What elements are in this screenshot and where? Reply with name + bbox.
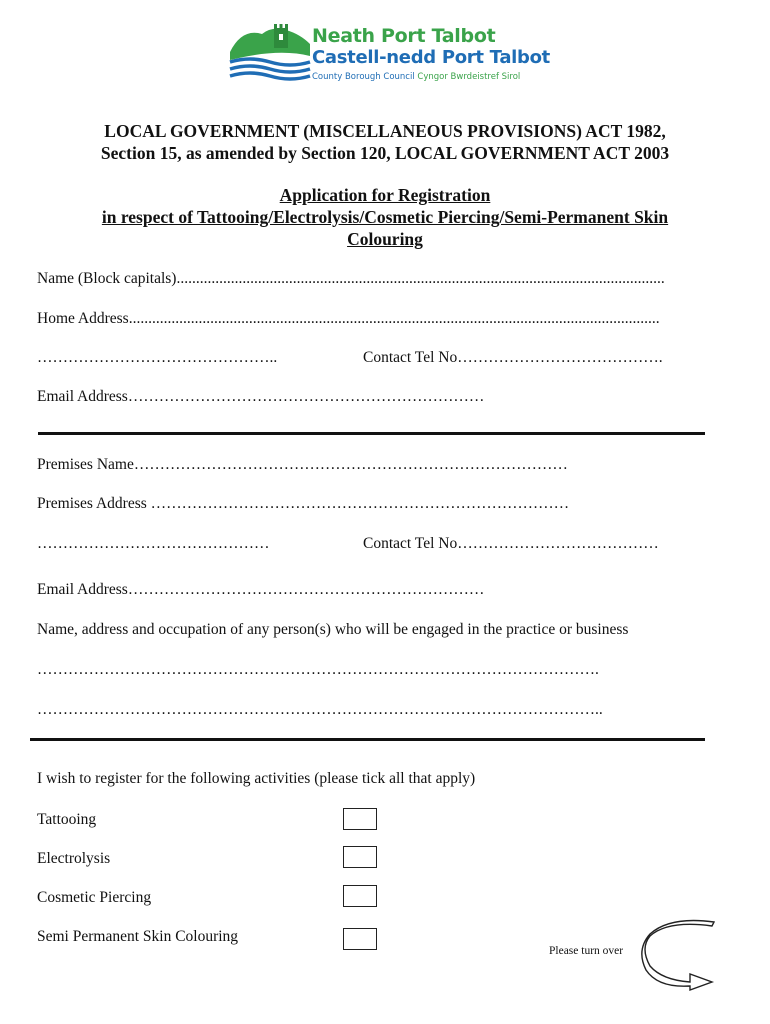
please-turn-over-note: Please turn over bbox=[549, 945, 624, 957]
logo-subtitle-cy: Cyngor Bwrdeistref Sirol bbox=[417, 72, 521, 82]
activity-label-tattooing: Tattooing bbox=[37, 811, 97, 828]
applicant-email-field[interactable]: Email Address…………………………………………………………… bbox=[37, 388, 485, 405]
activity-label-electrolysis: Electrolysis bbox=[37, 850, 111, 867]
premises-name-field[interactable]: Premises Name………………………………………………………………………… bbox=[37, 456, 568, 473]
act-heading bbox=[0, 120, 770, 164]
persons-engaged-field-1[interactable]: ………………………………………………………………………………………………. bbox=[37, 661, 599, 678]
application-heading bbox=[0, 184, 770, 250]
logo-title-cy: Castell-nedd Port Talbot bbox=[312, 47, 550, 68]
electrolysis-checkbox[interactable] bbox=[343, 846, 377, 868]
application-heading-line1: Application for Registration bbox=[279, 185, 491, 205]
application-heading-line2: in respect of Tattooing/Electrolysis/Cosmetic Piercing/Semi-Permanent Skin bbox=[101, 207, 669, 227]
logo-subtitle-en: County Borough Council bbox=[312, 72, 415, 82]
applicant-name-field[interactable]: Name (Block capitals).............................................................................................................................. bbox=[37, 270, 665, 287]
activity-label-cosmetic-piercing: Cosmetic Piercing bbox=[37, 889, 152, 906]
activities-intro: I wish to register for the following activities (please tick all that apply) bbox=[37, 770, 476, 787]
application-heading-line3: Colouring bbox=[347, 229, 423, 249]
home-address-continued-field[interactable]: ……………………………………….. bbox=[37, 349, 278, 366]
persons-engaged-field-2[interactable]: ……………………………………………………………………………………………….. bbox=[37, 701, 603, 718]
persons-engaged-label: Name, address and occupation of any person(s) who will be engaged in the practice or business bbox=[37, 621, 629, 638]
council-emblem-icon bbox=[228, 22, 312, 88]
premises-contact-tel-field[interactable]: Contact Tel No………………………………… bbox=[363, 535, 659, 552]
council-logo bbox=[228, 22, 558, 88]
home-address-field[interactable]: Home Address......................................................................................................................................... bbox=[37, 310, 660, 327]
turn-over-arrow-icon bbox=[638, 918, 718, 992]
tattooing-checkbox[interactable] bbox=[343, 808, 377, 830]
section-divider bbox=[38, 432, 705, 435]
premises-email-field[interactable]: Email Address…………………………………………………………… bbox=[37, 581, 485, 598]
act-heading-line2: Section 15, as amended by Section 120, LOCAL GOVERNMENT ACT 2003 bbox=[100, 143, 670, 163]
logo-subtitle bbox=[312, 72, 520, 82]
semi-permanent-checkbox[interactable] bbox=[343, 928, 377, 950]
applicant-contact-tel-field[interactable]: Contact Tel No…………………………………. bbox=[363, 349, 663, 366]
cosmetic-piercing-checkbox[interactable] bbox=[343, 885, 377, 907]
act-heading-line1: LOCAL GOVERNMENT (MISCELLANEOUS PROVISIONS) ACT 1982, bbox=[104, 121, 666, 141]
logo-title-en: Neath Port Talbot bbox=[312, 25, 496, 47]
premises-address-field[interactable]: Premises Address ……………………………………………………………………… bbox=[37, 495, 570, 512]
premises-address-continued-field[interactable]: ……………………………………… bbox=[37, 535, 270, 552]
activity-label-semi-permanent: Semi Permanent Skin Colouring bbox=[37, 928, 239, 945]
section-divider bbox=[30, 738, 705, 741]
